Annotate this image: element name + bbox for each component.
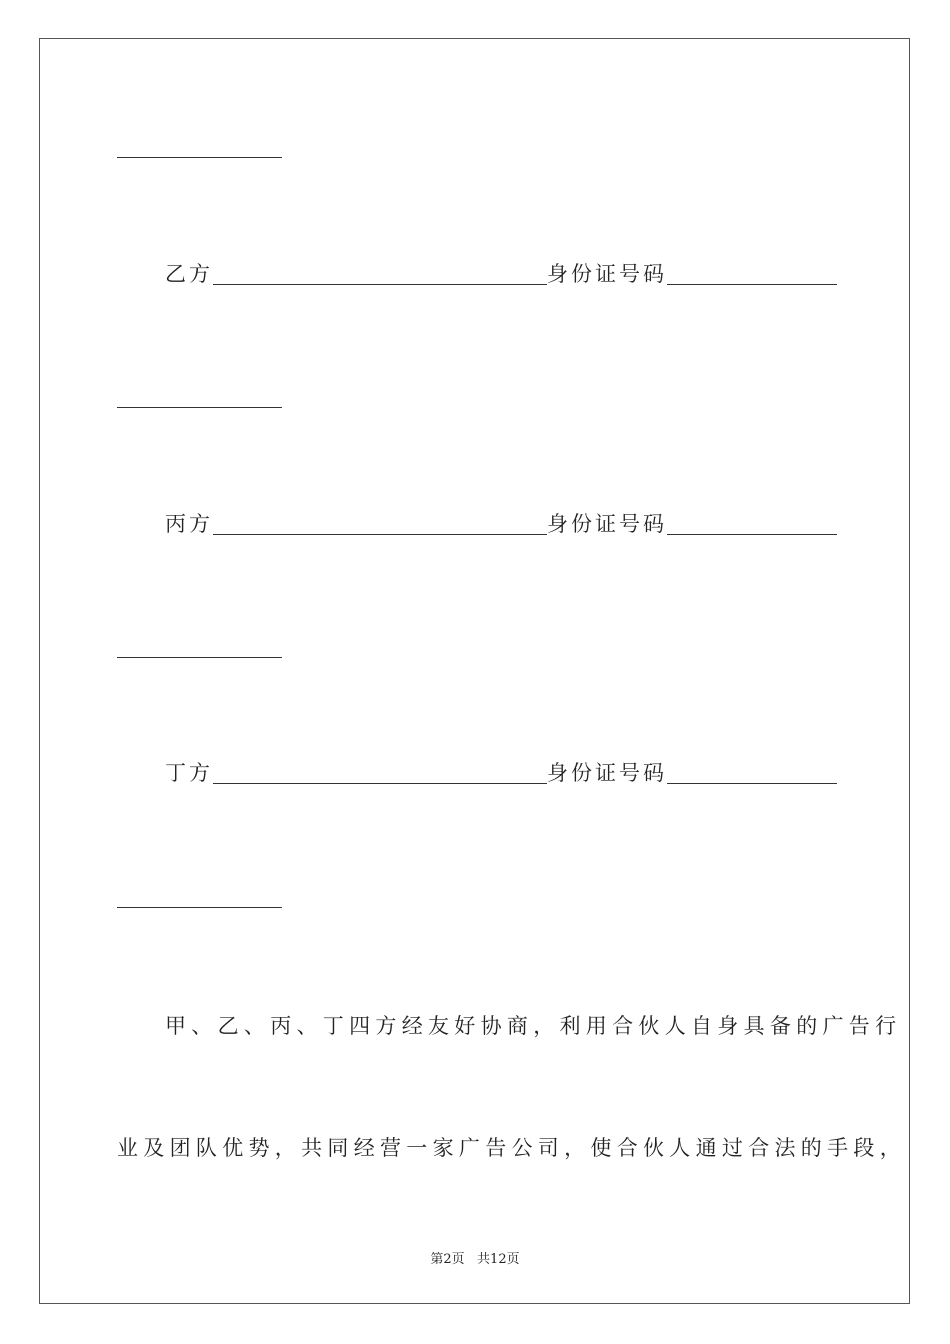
paragraph-line-2: 业及团队优势，共同经营一家广告公司，使合伙人通过合法的手段，	[117, 1136, 906, 1160]
id-blank	[667, 534, 837, 535]
page-border	[39, 38, 910, 1304]
party-label: 丙方	[165, 512, 213, 536]
id-blank	[667, 284, 837, 285]
name-blank	[213, 534, 547, 535]
name-blank	[213, 783, 547, 784]
party-row-ding	[165, 757, 837, 787]
id-label: 身份证号码	[547, 512, 667, 536]
blank-line	[117, 157, 282, 158]
name-blank	[213, 284, 547, 285]
party-row-bing	[165, 508, 837, 538]
id-blank	[667, 783, 837, 784]
id-label: 身份证号码	[547, 262, 667, 286]
paragraph-line-1: 甲、乙、丙、丁四方经友好协商，利用合伙人自身具备的广告行	[165, 1014, 902, 1038]
party-label: 丁方	[165, 761, 213, 785]
id-label: 身份证号码	[547, 761, 667, 785]
blank-line	[117, 907, 282, 908]
page-number-footer: 第2页 共12页	[430, 1252, 520, 1267]
party-label: 乙方	[165, 262, 213, 286]
blank-line	[117, 407, 282, 408]
party-row-yi	[165, 258, 837, 288]
blank-line	[117, 657, 282, 658]
